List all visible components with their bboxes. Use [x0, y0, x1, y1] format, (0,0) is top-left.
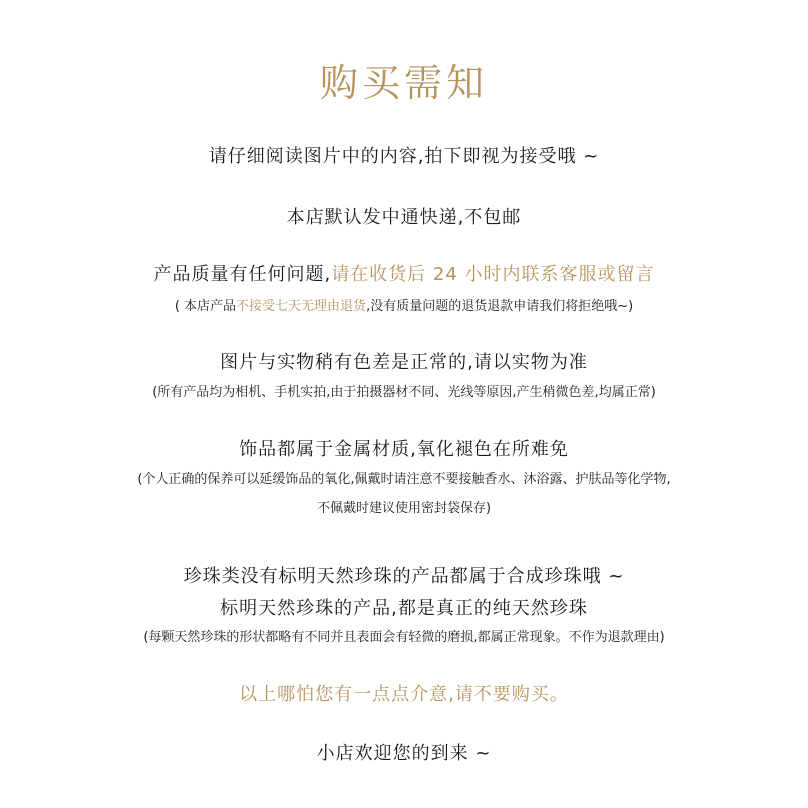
welcome-message: 小店欢迎您的到来 ~: [316, 743, 492, 764]
shipping-notice: 本店默认发中通快递,不包邮: [286, 207, 522, 228]
quality-note: [0, 295, 808, 314]
color-difference-note: (所有产品均为相机、手机实拍,由于拍摄器材不同、光线等原因,产生稍微色差,均属正常): [152, 385, 656, 400]
quality-note-suffix: ,没有质量问题的退货退款申请我们将拒绝哦~): [366, 299, 634, 314]
color-difference-notice: 图片与实物稍有色差是正常的,请以实物为准: [220, 352, 588, 373]
mind-notice: 以上哪怕您有一点点介意,请不要购买。: [239, 684, 569, 705]
pearl-notice-line-1: 珍珠类没有标明天然珍珠的产品都属于合成珍珠哦 ~: [183, 566, 625, 587]
quality-prefix: 产品质量有任何问题,: [153, 264, 332, 285]
quality-note-prefix: ( 本店产品: [174, 299, 237, 314]
read-notice: 请仔细阅读图片中的内容,拍下即视为接受哦 ~: [208, 146, 600, 167]
jewelry-note-line-1: (个人正确的保养可以延缓饰品的氧化,佩戴时请注意不要接触香水、沐浴露、护肤品等化学物,: [137, 472, 671, 487]
jewelry-notice: 饰品都属于金属材质,氧化褪色在所难免: [239, 439, 569, 460]
pearl-notice-line-2: 标明天然珍珠的产品,都是真正的纯天然珍珠: [220, 598, 588, 619]
jewelry-note-line-2: 不佩戴时建议使用密封袋保存): [316, 501, 492, 516]
quality-notice: [0, 260, 808, 286]
quality-highlight: 请在收货后 24 小时内联系客服或留言: [331, 264, 655, 285]
page-title: 购买需知: [319, 61, 488, 105]
quality-note-highlight: 不接受七天无理由退货: [236, 299, 367, 314]
pearl-note: (每颗天然珍珠的形状都略有不同并且表面会有轻微的磨损,都属正常现象。不作为退款理由): [143, 630, 665, 645]
